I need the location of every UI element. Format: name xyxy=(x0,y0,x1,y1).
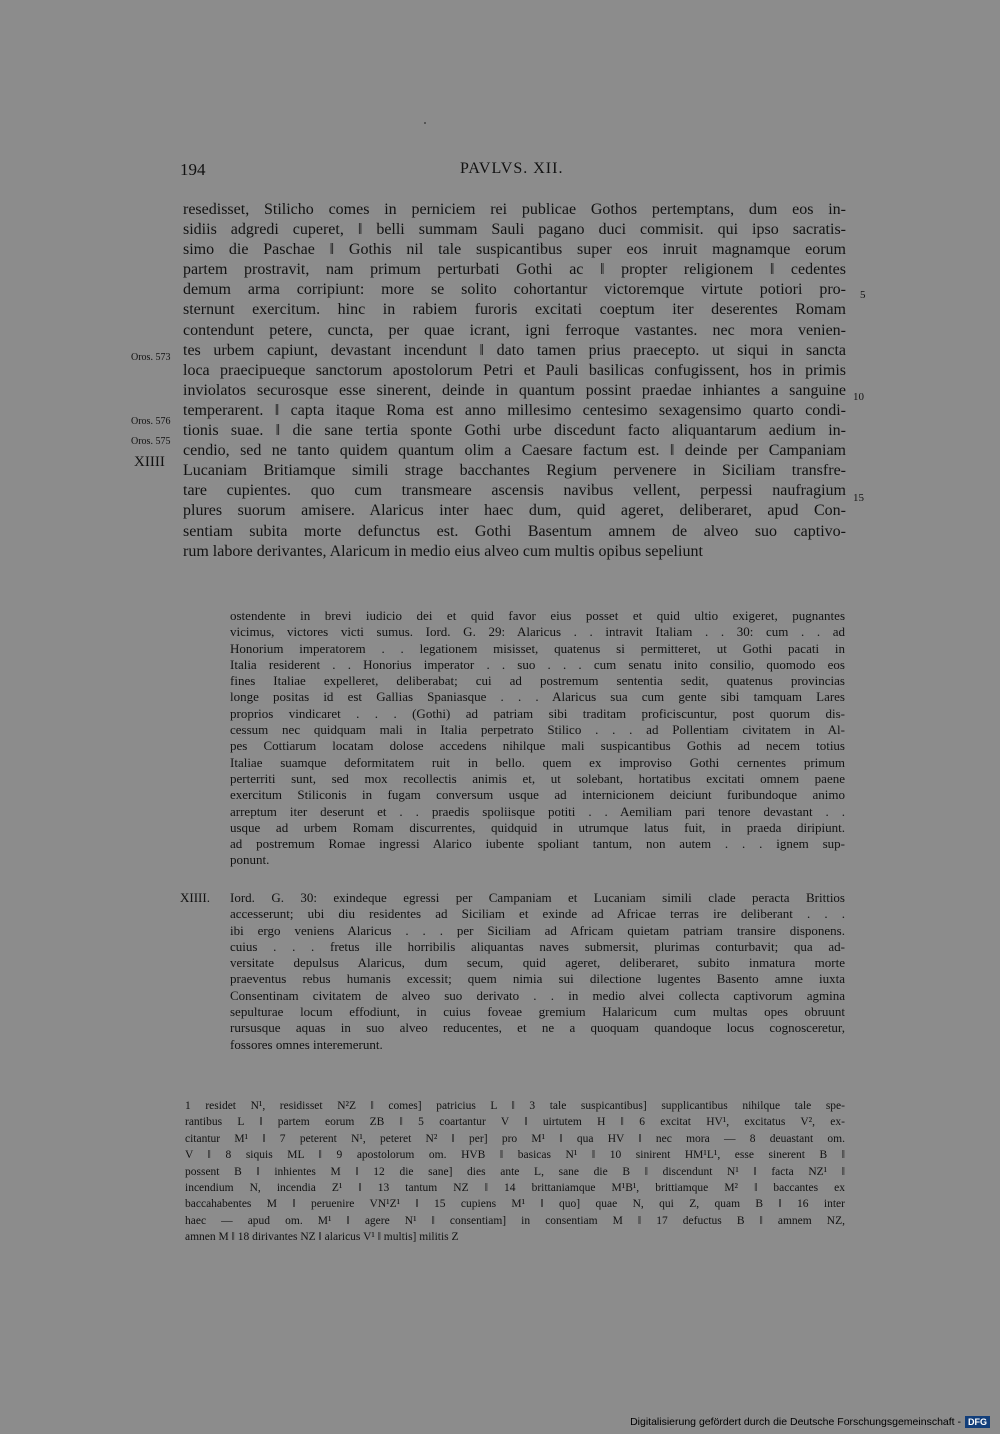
apparatus-line: possent B ‖ inhientes M ‖ 12 die sane] dies ante L, sane die B ‖ discendunt N¹ ‖ facta NZ¹ ‖ xyxy=(185,1165,845,1178)
apparatus-line: rantibus L ‖ partem eorum ZB ‖ 5 coartantur V ‖ uirtutem H ‖ 6 excitat HV¹, excitatus V², ex- xyxy=(185,1116,845,1129)
critical-apparatus xyxy=(185,1098,845,1246)
main-text xyxy=(183,200,846,562)
note-line: ibi ergo veniens Alaricus . . . per Siciliam ad Africam quietam patriam transire disponens. xyxy=(230,922,845,938)
note-line: ponunt. xyxy=(230,852,270,868)
note-line: Honorium imperatorem . . legationem misisset, quatenus si permitteret, ut Gothi pacati in xyxy=(230,640,845,656)
apparatus-line: baccahabentes M ‖ peruenire VN¹Z¹ ‖ 15 cupiens M¹ ‖ quo] quae N, qui Z, quam B ‖ 16 inter xyxy=(185,1198,845,1211)
main-line: cendio, sed ne tanto quidem quantum olim a Caesare factum est. ‖ deinde per Campaniam xyxy=(183,442,846,460)
note-line: longe positas id est Gallias Spaniasque . . . Alaricus sua cum gente sibi tamquam Lares xyxy=(230,689,845,705)
note-line: fines Italiae expelleret, deliberabat; cui ad postremum sententia sedit, quatenus provincias xyxy=(230,673,845,689)
notes-chapter-marker: XIIII. xyxy=(180,890,210,905)
main-line: partem prostravit, nam primum perturbati Gothi ac ‖ propter religionem ‖ cedentes xyxy=(183,261,846,279)
note-line: proprios vindicaret . . . (Gothi) ad patriam sibi traditam proficiscuntur, post quorum dis- xyxy=(230,705,845,721)
note-line: rursusque aquas in suo alveo reducentes, et ne a quoquam quandoque locus cognosceretur, xyxy=(230,1020,845,1036)
page-number: 194 xyxy=(180,160,206,179)
margin-ref-oros-573: Oros. 573 xyxy=(131,352,171,363)
note-line: exercitum Stiliconis in fugam conversum usque ad internicionem deiciunt furibundoque animo xyxy=(230,787,845,803)
speck xyxy=(424,122,426,124)
note-line: versitate depulsus Alaricus, dum secum, quid ageret, deliberaret, subito inmatura morte xyxy=(230,955,845,971)
main-line: resedisset, Stilicho comes in perniciem rei publicae Gothos pertemptans, dum eos in- xyxy=(183,201,846,218)
note-line: cessum nec quidquam mali in Italia perpetrato Stilico . . . ad Pollentiam civitatem in Al- xyxy=(230,722,845,738)
main-line: loca praecipueque sanctorum apostolorum Petri et Pauli basilicas confugissent, hos in primis xyxy=(183,361,846,379)
source-notes-chapter xyxy=(230,890,845,1053)
main-line: sidiis adgredi cuperet, ‖ belli summam Sauli pagano duci commisit. qui ipso sacratis- xyxy=(183,221,846,239)
main-line: plures suorum amisere. Alaricus inter haec dum, quid ageret, deliberaret, apud Con- xyxy=(183,502,846,520)
apparatus-line: V ‖ 8 siquis ML ‖ 9 apostolorum om. HVB ‖ basicas N¹ ‖ 10 sinirent HM¹L¹, esse sinerent B ‖ xyxy=(185,1149,845,1162)
note-line: cuius . . . fretus ille horribilis aliquantas naves submersit, plurimas conturbavit; qua ad- xyxy=(230,938,845,954)
note-line: perterriti sunt, sed mox recollectis animis et, ut solebant, hortatibus excitati omnem paene xyxy=(230,770,845,786)
main-line: demum arma corripiunt: more se solito cohortantur victoremque virtute potiori pro- xyxy=(183,281,846,299)
margin-ref-oros-575: Oros. 575 xyxy=(131,436,171,447)
note-line: praeventus rebus humanis excessit; quem nimia sui dilectione lugentes Basento amne iuxta xyxy=(230,971,845,987)
line-number-5: 5 xyxy=(860,289,866,301)
note-line: pes Cottiarum locatam dolose accedens nihilque mali suspicantibus Gothis ad necem totius xyxy=(230,738,845,754)
apparatus-line: citantur M¹ ‖ 7 peterent N¹, peteret N² ‖ per] pro M¹ ‖ qua HV ‖ nec mora — 8 deuastant om. xyxy=(185,1132,845,1145)
main-line: Lucaniam Britiamque simili strage bacchantes Regium pervenere in Siciliam transfre- xyxy=(183,462,846,480)
note-line: ad postremum Romae ingressi Alarico iubente spoliant tantum, non autem . . . ignem sup- xyxy=(230,836,845,852)
dfg-logo: DFG xyxy=(965,1416,990,1428)
note-line: Italiae suamque deformitatem ruit in bello. quem ex improviso Gothi cernentes primum xyxy=(230,754,845,770)
apparatus-line: incendium N, incendia Z¹ ‖ 13 tantum NZ ‖ 14 brittaniamque M¹B¹, brittiamque M² ‖ baccantes ex xyxy=(185,1181,845,1194)
note-line: sepulturae locum effodiunt, in cuius foveae gremium Halaricum cum multas opes obruunt xyxy=(230,1004,845,1020)
chapter-number: XIIII xyxy=(134,454,165,470)
apparatus-line: haec — apud om. M¹ ‖ agere N¹ ‖ consentiam] in consentiam M ‖ 17 defuctus B ‖ amnem NZ, xyxy=(185,1214,845,1227)
note-line: arreptum iter deserunt et . . praedis spoliisque potiti . . Aemiliam pari tenore devastant . . xyxy=(230,803,845,819)
source-notes xyxy=(230,608,845,869)
main-line: tare cupientes. quo cum transmeare ascensis navibus vellent, perpessi naufragium xyxy=(183,482,846,500)
margin-ref-oros-576: Oros. 576 xyxy=(131,416,171,427)
page-header xyxy=(180,160,850,184)
apparatus-line: amnen M ‖ 18 dirivantes NZ ‖ alaricus V¹ ‖ multis] militis Z xyxy=(185,1231,459,1244)
main-line: sternunt exercitum. hinc in rabiem furoris excitati coeptum iter deserentes Romam xyxy=(183,301,846,319)
note-line: Italia residerent . . Honorius imperator . . suo . . . cum senatu inito consilio, quomodo eos xyxy=(230,656,845,672)
line-number-15: 15 xyxy=(853,492,864,504)
credit-text: Digitalisierung gefördert durch die Deutsche Forschungsgemeinschaft - xyxy=(630,1416,961,1428)
main-line: tes urbem capiunt, devastant incendunt ‖ dato tamen prius praecepto. ut siqui in sancta xyxy=(183,341,846,359)
digitization-credit xyxy=(630,1414,990,1430)
note-line: usque ad urbem Romam discurrentes, quidquid in utrumque latus fuit, in praeda diripiunt. xyxy=(230,819,845,835)
main-line: temperarent. ‖ capta itaque Roma est anno millesimo centesimo sexagensimo quarto condi- xyxy=(183,401,846,419)
note-line: fossores omnes interemerunt. xyxy=(230,1036,383,1052)
note-line: vicimus, victores victi sumus. Iord. G. 29: Alaricus . . intravit Italiam . . 30: cum . . ad xyxy=(230,624,845,640)
apparatus-line: 1 residet N¹, residisset N²Z ‖ comes] patricius L ‖ 3 tale suspicantibus] supplicantibus nihilque tale spe- xyxy=(185,1100,845,1112)
note-line: ostendente in brevi iudicio dei et quid favor eius posset et quid ultio exigeret, pugnantes xyxy=(230,608,845,623)
running-title: PAVLVS. XII. xyxy=(460,160,564,177)
main-line: sentiam subita morte defunctus est. Gothi Basentum amnem de alveo suo captivo- xyxy=(183,522,846,540)
main-line: simo die Paschae ‖ Gothis nil tale suspicantibus super eos inruit magnamque eorum xyxy=(183,241,846,259)
note-line: Iord. G. 30: exindeque egressi per Campaniam et Lucaniam simili clade peracta Brittios xyxy=(230,890,845,905)
note-line: accesserunt; ubi diu residentes ad Siciliam et exinde ad Africae terras ire deliberant . . . xyxy=(230,906,845,922)
line-number-10: 10 xyxy=(853,391,864,403)
main-line: contendunt petere, cuncta, per quae icrant, igni ferroque vastantes. nec mora venien- xyxy=(183,321,846,339)
main-line: rum labore derivantes, Alaricum in medio eius alveo cum multis opibus sepeliunt xyxy=(183,542,703,560)
note-line: Consentinam civitatem de alveo suo derivato . . in medio alvei collecta captivorum agmina xyxy=(230,987,845,1003)
main-line: inviolatos securosque esse sinerent, deinde in quantum possint praedae inhiantes a sanguine xyxy=(183,381,846,399)
main-line: tionis suae. ‖ die sane tertia sponte Gothi urbe discedunt facto aliquantarum aedium in- xyxy=(183,422,846,440)
